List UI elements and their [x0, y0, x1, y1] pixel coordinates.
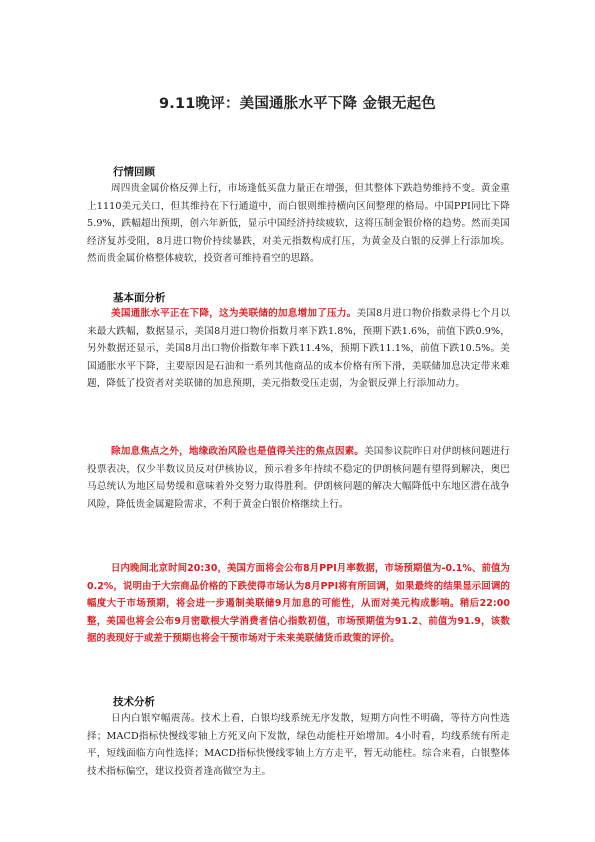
technical-paragraph: 日内白银窄幅震荡。技术上看，白银均线系统无序发散，短期方向性不明确，等待方向性选择；MACD指标快慢线零轴上方死叉向下发散，绿色动能柱开始增加。4小时看，均线系统有所走平，短线面临方向性选择；MACD指标快慢线零轴上方方走平，暂无动能柱。综合来看，白银整体技术指标偏空，建议投资者逢高做空为主。 — [87, 713, 510, 777]
fundamental-paragraph-1 — [87, 305, 510, 393]
fundamental-p2-rest: 美国参议院昨日对伊朗核问题进行投票表决，仅少半数议员反对伊核协议，预示着多年持续不稳定的伊朗核问题有望得到解决，奥巴马总统认为地区局势缓和意味着外交努力取得胜利。伊朗核问题的解决大幅降低中东地区潜在战争风险，降低贵金属避险需求，不利于黄金白银价格继续上行。 — [87, 446, 510, 510]
section-heading-technical: 技术分析 — [113, 696, 155, 708]
fundamental-paragraph-3: 日内晚间北京时间20:30，美国方面将会公布8月PPI月率数据，市场预期值为-0.1%、前值为0.2%，说明由于大宗商品价格的下跌使得市场认为8月PPI将有所回调，如果最终的结果显示回调的幅度大于市场预期，将会进一步遏制美联储9月加息的可能性，从而对美元构成影响。稍后22:00整，美国也将会公布9月密歇根大学消费者信心指数初值，市场预期值为91.2、前值为91.9，该数据的表现好于或差于预期也将会干预市场对于未来美联储货币政策的评价。 — [87, 563, 510, 644]
fundamental-paragraph-2 — [87, 443, 510, 513]
section-heading-review: 行情回顾 — [113, 166, 155, 178]
section-heading-fundamental: 基本面分析 — [113, 292, 166, 304]
fundamental-p1-rest: 美国8月进口物价指数录得七个月以来最大跌幅，数据显示，美国8月进口物价指数月率下跌1.8%，预期下跌1.6%，前值下跌0.9%，另外数据还显示，美国8月出口物价指数年率下跌11.4%，预期下跌11.1%，前值下跌10.5%。美国通胀水平下降，主要原因是石油和一系列其他商品的成本价格有所下滑，美联储加息决定带来难题，降低了投资者对美联储的加息预期，美元指数受压走弱，为金银反弹上行添加动力。 — [87, 308, 510, 389]
page-title: 9.11晚评：美国通胀水平下降 金银无起色 — [158, 96, 437, 112]
fundamental-p1-lead: 美国通胀水平正在下降，这为美联储的加息增加了压力。 — [111, 308, 357, 319]
fundamental-p2-lead: 除加息焦点之外，地缘政治风险也是值得关注的焦点因素。 — [111, 446, 365, 457]
review-paragraph: 周四贵金属价格反弹上行，市场逢低买盘力量正在增强，但其整体下跌趋势维持不变。黄金重上1110美元关口，但其维持在下行通道中，而白银则维持横向区间整理的格局。中国PPI同比下降5.9%，跌幅超出预期，创六年新低，显示中国经济持续疲软，这将压制金银价格的趋势。然而美国经济复苏受阻，8月进口物价持续暴跌，对美元指数构成打压，为黄金及白银的反弹上行添加埃。然而贵金属价格整体疲软，投资者可维持看空的思路。 — [87, 183, 510, 264]
